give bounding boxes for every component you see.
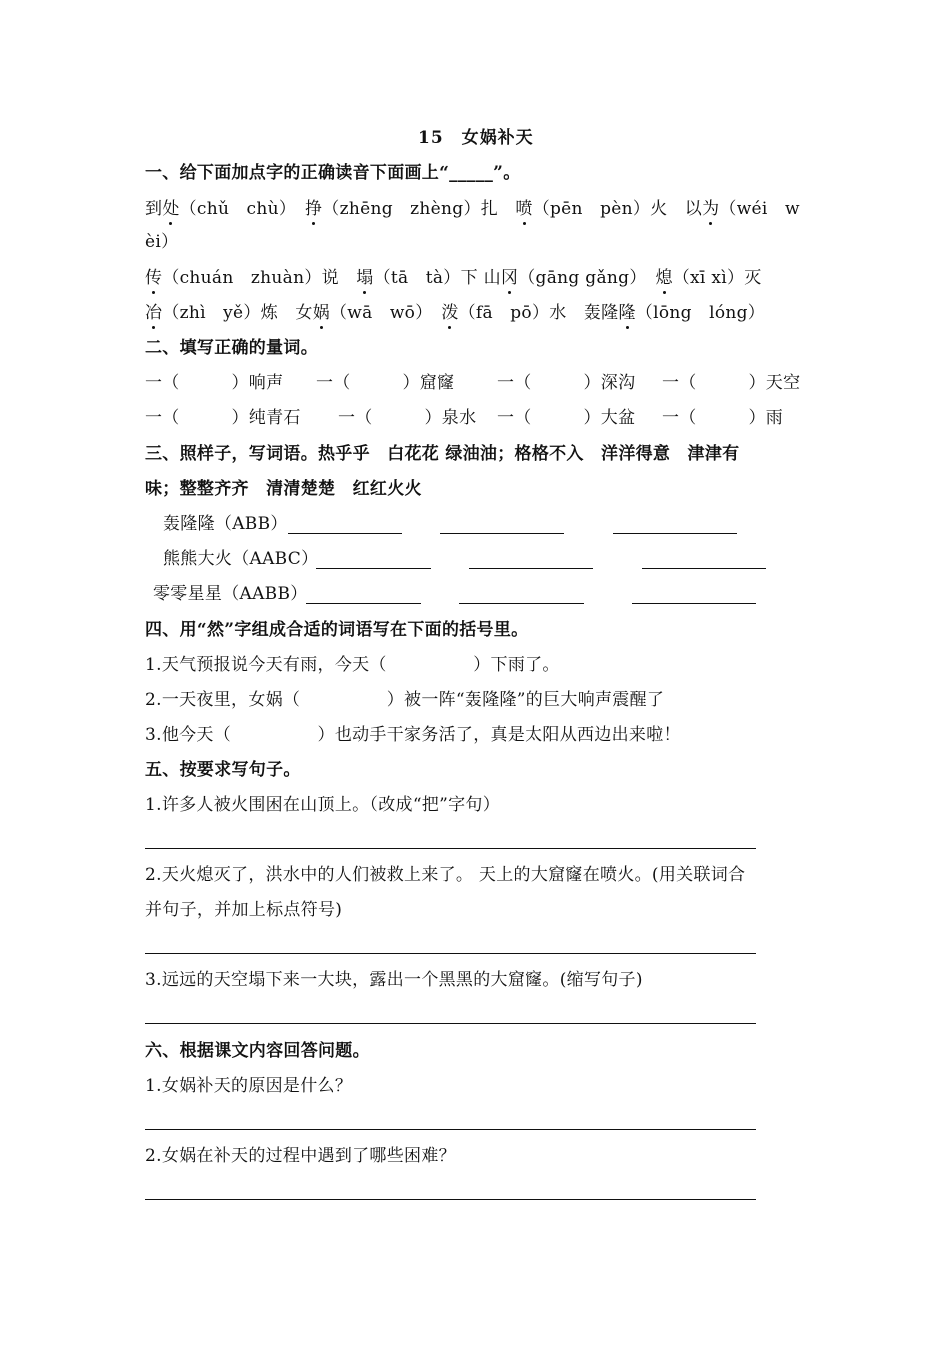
s1-dotted-char: 传 [145, 268, 163, 288]
measure-word-item: 一（ ）纯青石 [145, 408, 301, 428]
measure-word-item: 一（ ）响声 [145, 373, 284, 393]
answer-blank[interactable] [306, 603, 421, 604]
answer-blank[interactable] [642, 568, 766, 569]
s1-dotted-char: 冶 [145, 303, 163, 323]
s1-row2-text-b: （tā tà）下 山 [373, 268, 501, 288]
measure-word-item: 一（ ）窟窿 [316, 373, 455, 393]
answer-line[interactable] [145, 1129, 756, 1130]
section-5-heading: 五、按要求写句子。 [145, 760, 301, 780]
s5-question-1: 1.许多人被火围困在山顶上。（改成“把”字句） [145, 795, 501, 815]
s4-item-1: 1.天气预报说今天有雨，今天（ ）下雨了。 [145, 655, 560, 675]
s1-row2-text-d: （xī xì）灭 [672, 268, 762, 288]
answer-line[interactable] [145, 848, 756, 849]
s1-row1-text-a: 到 [145, 199, 163, 219]
answer-blank[interactable] [316, 568, 431, 569]
s1-row2-text-c: （gāng gǎng） [518, 268, 656, 288]
measure-word-item: 一（ ）天空 [662, 373, 801, 393]
s1-dotted-char: 泼 [441, 303, 459, 323]
section-6-heading: 六、根据课文内容回答问题。 [145, 1041, 370, 1061]
s1-dotted-char: 塌 [356, 268, 374, 288]
s1-row1-text-e: （wéi w [719, 199, 800, 219]
page-title: 15 女娲补天 [418, 128, 534, 148]
s5-question-2-line-2: 并句子，并加上标点符号) [145, 900, 343, 920]
s1-dotted-char: 冈 [500, 268, 519, 288]
answer-line[interactable] [145, 1023, 756, 1024]
s5-question-3: 3.远远的天空塌下来一大块，露出一个黑黑的大窟窿。(缩写句子) [145, 970, 643, 990]
answer-blank[interactable] [632, 603, 756, 604]
measure-word-item: 一（ ）大盆 [497, 408, 636, 428]
answer-blank[interactable] [469, 568, 593, 569]
s5-question-2-line-1: 2.天火熄灭了，洪水中的人们被救上来了。 天上的大窟窿在喷火。(用关联词合 [145, 865, 746, 885]
s4-item-3: 3.他今天（ ）也动手干家务活了，真是太阳从西边出来啦！ [145, 725, 681, 745]
s1-dotted-char: 挣 [304, 199, 323, 219]
pattern-label-aabb: 零零星星（AABB） [153, 584, 308, 604]
s1-dotted-char: 隆 [618, 303, 636, 323]
s1-row3-text-a: （zhì yě）炼 女 [162, 303, 313, 323]
section-4-heading: 四、用“然”字组成合适的词语写在下面的括号里。 [145, 620, 529, 640]
answer-line[interactable] [145, 1199, 756, 1200]
answer-line[interactable] [145, 953, 756, 954]
s1-dotted-char: 喷 [515, 199, 533, 219]
measure-word-item: 一（ ）雨 [662, 408, 784, 428]
s6-question-2: 2.女娲在补天的过程中遇到了哪些困难？ [145, 1146, 456, 1166]
section-2-heading: 二、填写正确的量词。 [145, 338, 318, 358]
answer-blank[interactable] [613, 533, 737, 534]
s1-dotted-char: 处 [162, 199, 180, 219]
s6-question-1: 1.女娲补天的原因是什么？ [145, 1076, 353, 1096]
answer-blank[interactable] [459, 603, 584, 604]
answer-blank[interactable] [288, 533, 402, 534]
section-3-heading-line-2: 味；整整齐齐 清清楚楚 红红火火 [145, 479, 422, 499]
answer-blank[interactable] [440, 533, 564, 534]
section-1-heading: 一、给下面加点字的正确读音下面画上“_____”。 [145, 163, 521, 183]
measure-word-item: 一（ ）深沟 [497, 373, 636, 393]
s1-row3-text-c: （fā pō）水 轰隆 [458, 303, 619, 323]
s1-row1-text-c: （zhēng zhèng）扎 [322, 199, 516, 219]
s1-row2-text-a: （chuán zhuàn）说 [162, 268, 357, 288]
s1-row3-text-b: （wā wō） [329, 303, 442, 323]
s1-dotted-char: 熄 [655, 268, 673, 288]
s1-dotted-char: 为 [702, 199, 720, 219]
pattern-label-aabc: 熊熊大火（AABC） [163, 549, 319, 569]
s1-row1-text-b: （chǔ chù） [179, 199, 305, 219]
s4-item-2: 2.一天夜里，女娲（ ）被一阵“轰隆隆”的巨大响声震醒了 [145, 690, 665, 710]
s1-row3-text-d: （lōng lóng） [635, 303, 766, 323]
s1-row-2 [145, 267, 762, 289]
s1-dotted-char: 娲 [312, 303, 330, 323]
pattern-label-abb: 轰隆隆（ABB） [163, 514, 288, 534]
measure-word-item: 一（ ）泉水 [338, 408, 477, 428]
s1-row-1 [145, 198, 800, 220]
s1-row1-text-d: （pēn pèn）火 以 [532, 199, 703, 219]
s1-row-1-wrap: èi） [145, 232, 179, 252]
section-3-heading-line-1: 三、照样子，写词语。热乎乎 白花花 绿油油；格格不入 洋洋得意 津津有 [145, 444, 740, 464]
s1-row-3 [145, 302, 765, 324]
